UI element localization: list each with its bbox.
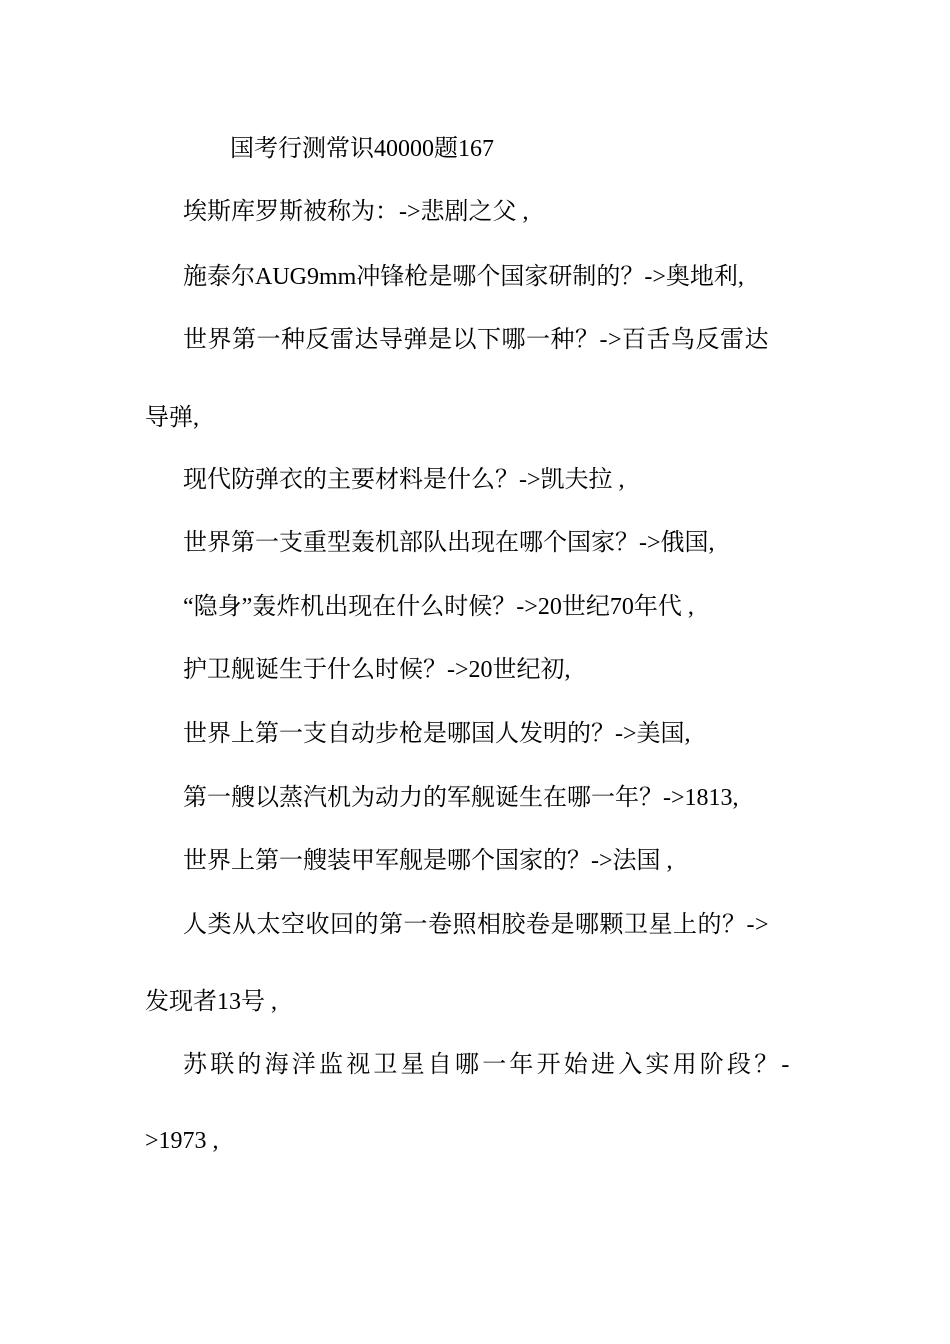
text-line: 发现者13号 ,	[145, 989, 277, 1015]
document-title: 国考行测常识40000题167	[230, 136, 494, 162]
text-line: 苏联的海洋监视卫星自哪一年开始进入实用阶段？-	[183, 1052, 793, 1078]
text-line: 护卫舰诞生于什么时候？->20世纪初,	[183, 657, 571, 683]
text-line: >1973 ,	[145, 1128, 219, 1154]
text-line: “隐身”轰炸机出现在什么时候？->20世纪70年代 ,	[183, 594, 694, 620]
text-line: 导弹,	[145, 405, 199, 431]
text-line: 第一艘以蒸汽机为动力的军舰诞生在哪一年？->1813,	[183, 785, 739, 811]
text-line: 世界第一支重型轰机部队出现在哪个国家？->俄国,	[183, 530, 715, 556]
text-line: 世界第一种反雷达导弹是以下哪一种？->百舌鸟反雷达	[183, 327, 770, 353]
text-line: 现代防弹衣的主要材料是什么？->凯夫拉 ,	[183, 467, 625, 493]
text-line: 世界上第一艘装甲军舰是哪个国家的？->法国 ,	[183, 848, 673, 874]
text-line: 埃斯库罗斯被称为：->悲剧之父 ,	[183, 199, 529, 225]
text-line: 世界上第一支自动步枪是哪国人发明的？->美国,	[183, 721, 691, 747]
text-line: 人类从太空收回的第一卷照相胶卷是哪颗卫星上的？->	[183, 912, 770, 938]
text-line: 施泰尔AUG9mm冲锋枪是哪个国家研制的？->奥地利,	[183, 264, 744, 290]
